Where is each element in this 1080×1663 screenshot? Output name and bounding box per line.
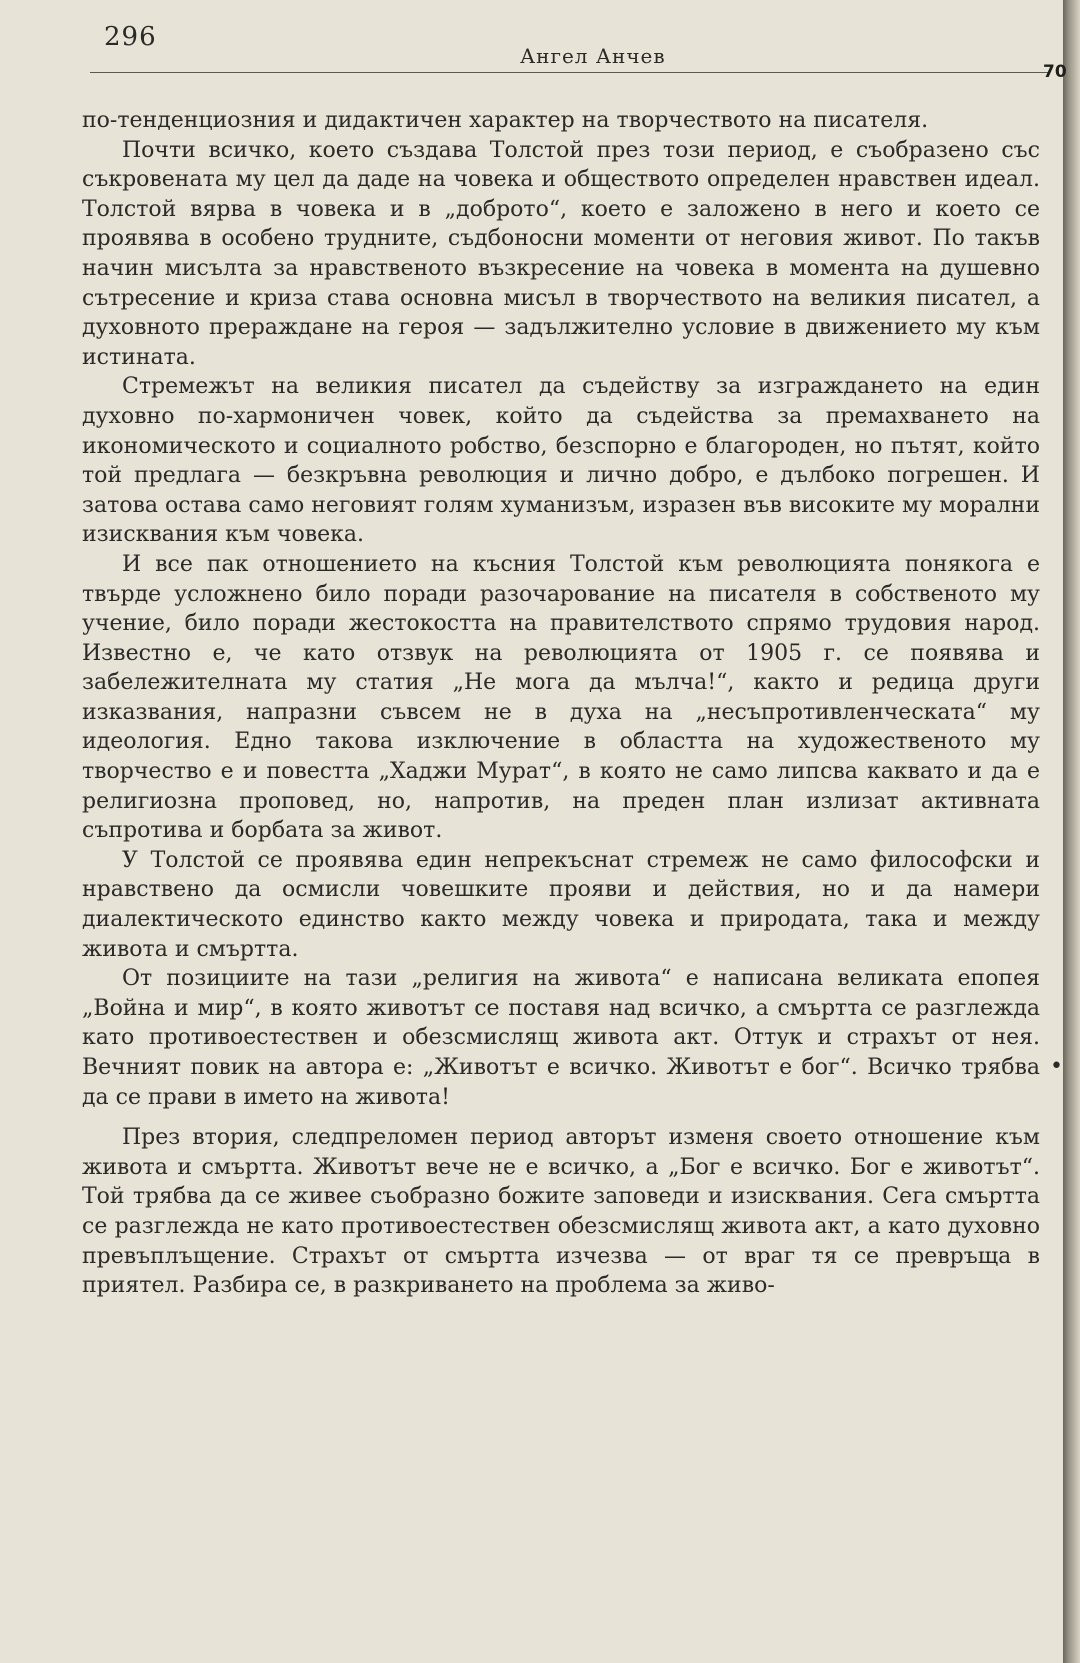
body-text — [82, 106, 1040, 1301]
margin-dot: • — [1050, 1054, 1063, 1079]
page-number: 296 — [104, 22, 157, 52]
header-rule — [90, 72, 1050, 73]
paragraph-1: по-тенденциозния и дидактичен характер на творчеството на писателя. — [82, 108, 929, 133]
running-head: Ангел Анчев — [520, 44, 666, 68]
page-header — [0, 0, 1080, 95]
page-edge-shadow — [1063, 0, 1080, 1663]
paragraph-7: През втория, следпреломен период авторът изменя своето отношение към живота и смъртта. Животът вече не е всичко, а „Бог е всичко. Бог е животът“. Той трябва да се живее съобразно божите заповеди и изисквания. Сега смъртта се разглежда не като противоестествен обезсмислящ живота акт, а като духовно превъплъщение. Страхът от смъртта изчезва — от враг тя се превръща в приятел. Разбира се, в разкриването на проблема за живо- — [82, 1125, 1040, 1299]
paragraph-6: От позициите на тази „религия на живота“ е написана великата епопея „Война и мир“, в която животът се поставя над всичко, а смъртта се разглежда като противоестествен и обезсмислящ живота акт. Оттук и страхът от нея. Вечният повик на автора е: „Животът е всичко. Животът е бог“. Всичко трябва да се прави в името на живота! — [82, 966, 1040, 1110]
paragraph-5: У Толстой се проявява един непрекъснат стремеж не само философски и нравствено да осмисли човешките прояви и действия, но и да намери диалектическото единство както между човека и природата, така и между живота и смъртта. — [82, 847, 1040, 962]
corner-mark: 70 — [1043, 62, 1067, 82]
paragraph-4: И все пак отношението на късния Толстой към революцията понякога е твърде усложнено било поради разочарование на писателя в собственото му учение, било поради жестокостта на правителството спрямо трудовия народ. Известно е, че като отзвук на революцията от 1905 г. се появява и забележителната му статия „Не мога да мълча!“, както и редица други изказвания, напразни съвсем не в духа на „несъпротивленческата“ му идеология. Едно такова изключение в областта на художественото му творчество е и повестта „Хаджи Мурат“, в която не само липсва каквато и да е религиозна проповед, но, напротив, на преден план излизат активната съпротива и борбата за живот. — [82, 551, 1040, 844]
paragraph-3: Стремежът на великия писател да съдейству за изграждането на един духовно по-хармоничен човек, който да съдейства за премахването на икономическото и социалното робство, безспорно е благороден, но пътят, който той предлага — безкръвна революция и лично добро, е дълбоко погрешен. И затова остава само неговият голям хуманизъм, изразен във високите му морални изисквания към човека. — [82, 374, 1040, 548]
paragraph-2: Почти всичко, което създава Толстой през този период, е съобразено със съкровената му цел да даде на човека и обществото определен нравствен идеал. Толстой вярва в човека и в „доброто“, което е заложено в него и което се проявява в особено трудните, съдбоносни моменти от неговия живот. По такъв начин мисълта за нравственото възкресение на човека в момента на душевно сътресение и криза става основна мисъл в творчеството на великия писател, а духовното прераждане на героя — задължително условие в движението му към истината. — [82, 137, 1040, 370]
